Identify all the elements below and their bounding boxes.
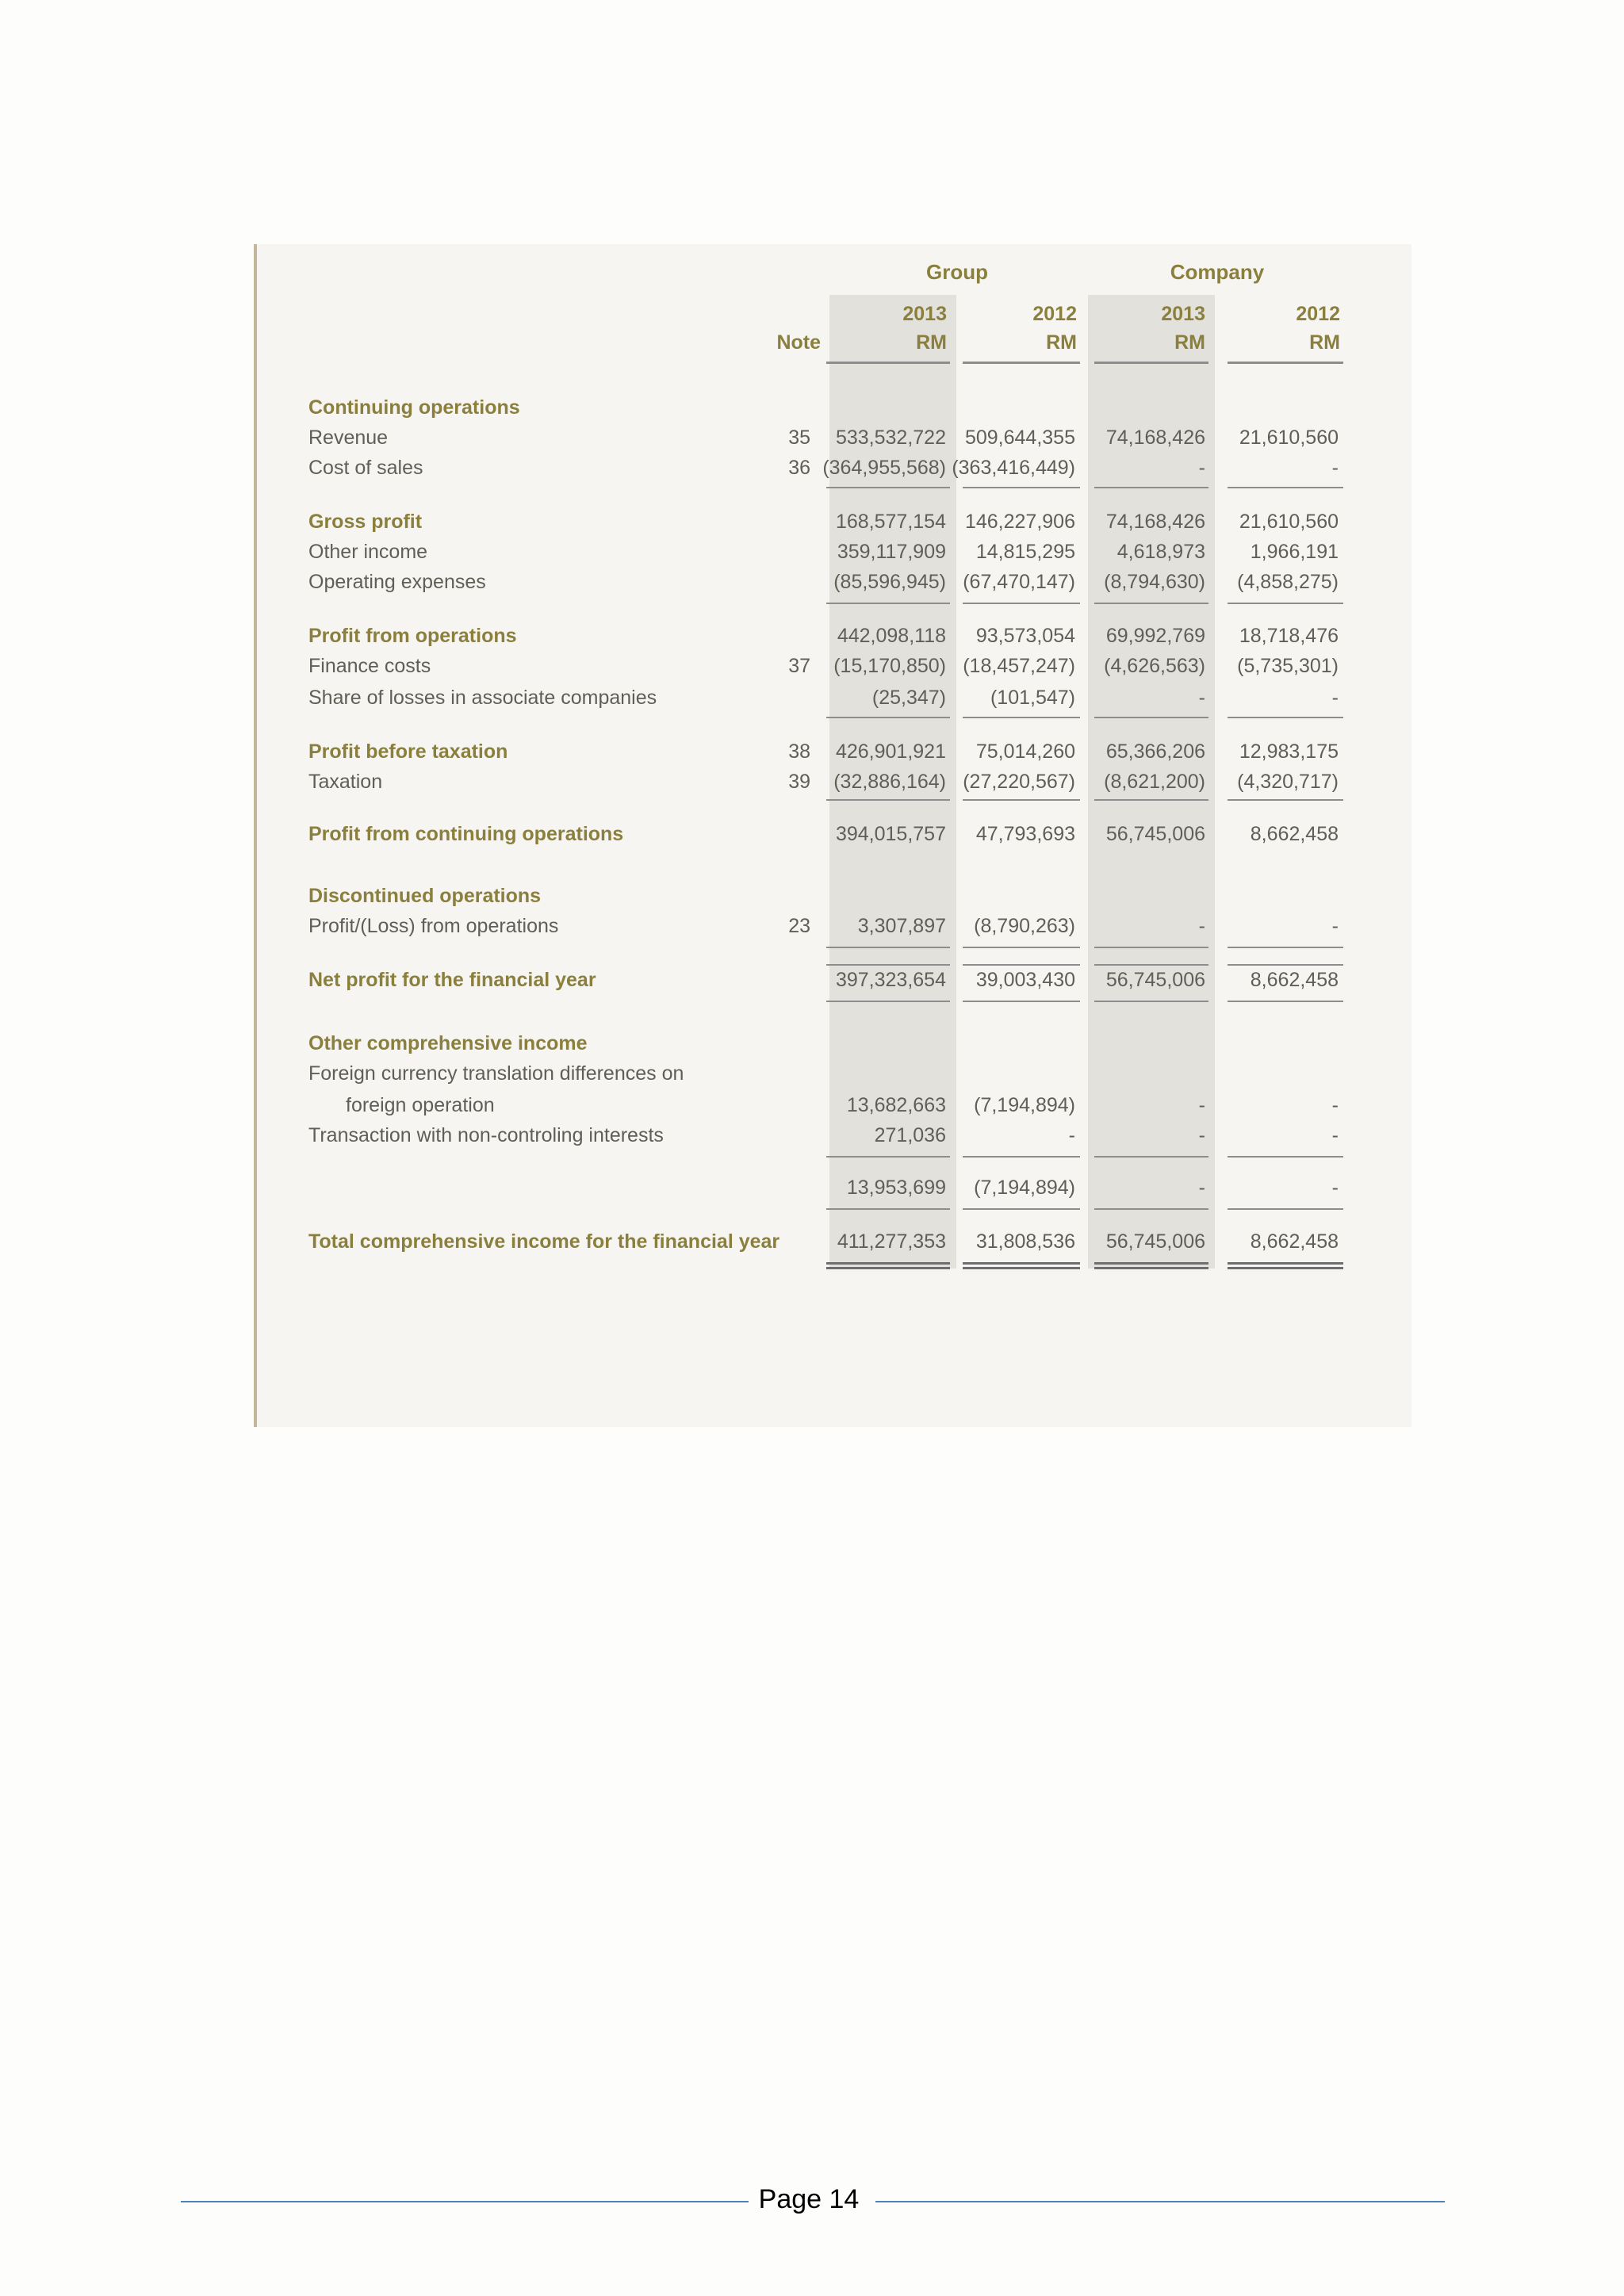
column-header-rule [1094,362,1208,364]
row-value: 8,662,458 [1250,969,1339,991]
column-total-rule [963,947,1080,948]
column-header-rule [1228,362,1343,364]
column-total-rule [1228,603,1343,604]
column-unit: RM [1046,331,1077,354]
column-total-rule [826,1262,950,1265]
row-label: Share of losses in associate companies [308,687,657,709]
row-value: (4,858,275) [1237,571,1339,593]
column-total-rule [826,1208,950,1210]
column-total-rule [826,717,950,718]
row-value: 12,983,175 [1239,740,1339,763]
column-year: 2013 [1161,303,1205,325]
column-total-rule [826,947,950,948]
column-total-rule [1094,717,1208,718]
row-value: 47,793,693 [975,823,1075,845]
row-value: - [1331,687,1339,709]
row-label: Continuing operations [308,396,520,419]
column-total-rule [826,1267,950,1269]
row-value: 56,745,006 [1105,823,1205,845]
row-value: 14,815,295 [975,541,1075,563]
row-label: Transaction with non-controling interests [308,1124,664,1146]
row-label: Total comprehensive income for the financial year [308,1230,780,1253]
column-total-rule [1094,487,1208,488]
row-label: Discontinued operations [308,885,542,907]
column-total-rule [963,1267,1080,1269]
row-note: 38 [788,740,810,763]
row-value: - [1331,1177,1339,1199]
column-total-rule [1228,487,1343,488]
column-header-rule [826,362,950,364]
column-unit: RM [1174,331,1205,354]
row-value: 69,992,769 [1105,625,1205,647]
column-total-rule [826,799,950,801]
row-value: 21,610,560 [1239,427,1339,449]
row-value: - [1331,1094,1339,1116]
row-value: 8,662,458 [1250,1230,1339,1253]
row-value: (15,170,850) [833,655,946,677]
column-total-rule [963,1208,1080,1210]
row-value: (32,886,164) [833,771,946,793]
column-total-rule [826,1001,950,1002]
row-value: 56,745,006 [1105,969,1205,991]
row-value: 509,644,355 [964,427,1075,449]
row-value: 65,366,206 [1105,740,1205,763]
column-total-rule [1094,1001,1208,1002]
row-note: 36 [788,457,810,479]
column-total-rule [1094,1267,1208,1269]
row-label: Gross profit [308,511,423,533]
row-value: (7,194,894) [974,1177,1075,1199]
column-year: 2013 [902,303,947,325]
column-total-rule [1228,947,1343,948]
row-value: - [1331,1124,1339,1146]
column-total-rule [963,799,1080,801]
row-value: - [1331,457,1339,479]
column-total-rule [1094,603,1208,604]
row-label: foreign operation [346,1094,495,1116]
row-value: 533,532,722 [835,427,946,449]
column-total-rule [1228,1267,1343,1269]
row-value: 39,003,430 [975,969,1075,991]
row-value: (27,220,567) [963,771,1075,793]
panel-left-rule [254,244,257,1427]
row-label: Finance costs [308,655,431,677]
column-total-rule [963,603,1080,604]
row-value: (25,347) [871,687,946,709]
row-label: Other comprehensive income [308,1032,588,1054]
row-value: 146,227,906 [964,511,1075,533]
column-total-rule [1094,1156,1208,1158]
row-value: 411,277,353 [837,1230,946,1253]
column-total-rule [1094,1262,1208,1265]
row-label: Profit from continuing operations [308,823,624,845]
row-value: 13,953,699 [846,1177,946,1199]
column-total-rule [826,964,950,966]
row-value: (363,416,449) [952,457,1075,479]
row-label: Other income [308,541,428,563]
column-total-rule [963,717,1080,718]
column-total-rule [1228,1001,1343,1002]
column-total-rule [1228,799,1343,801]
column-total-rule [963,964,1080,966]
row-label: Profit/(Loss) from operations [308,915,559,937]
row-value: (8,621,200) [1104,771,1205,793]
row-value: (4,626,563) [1104,655,1205,677]
group-heading: Group [926,260,988,284]
row-label: Net profit for the financial year [308,969,596,991]
row-value: 359,117,909 [837,541,946,563]
row-value: (4,320,717) [1237,771,1339,793]
row-value: 3,307,897 [857,915,946,937]
row-label: Profit before taxation [308,740,508,763]
page-number: Page 14 [758,2184,860,2214]
row-value: (8,794,630) [1104,571,1205,593]
row-value: (18,457,247) [963,655,1075,677]
column-total-rule [963,1156,1080,1158]
row-value: 168,577,154 [835,511,946,533]
footer-rule-right [875,2201,1445,2202]
row-value: - [1198,687,1205,709]
row-label: Profit from operations [308,625,517,647]
column-total-rule [1094,799,1208,801]
row-value: 75,014,260 [975,740,1075,763]
row-note: 35 [788,427,810,449]
column-header-rule [963,362,1080,364]
row-label: Operating expenses [308,571,486,593]
row-value: - [1331,915,1339,937]
row-value: 21,610,560 [1239,511,1339,533]
row-label: Revenue [308,427,389,449]
row-value: 4,618,973 [1116,541,1205,563]
row-value: - [1198,457,1205,479]
row-value: - [1198,1094,1205,1116]
row-value: 397,323,654 [835,969,946,991]
row-value: (85,596,945) [833,571,946,593]
company-heading: Company [1170,260,1265,284]
row-label: Foreign currency translation differences on [308,1062,684,1085]
row-value: (364,955,568) [822,457,946,479]
row-value: 8,662,458 [1250,823,1339,845]
column-total-rule [963,1262,1080,1265]
row-value: 18,718,476 [1239,625,1339,647]
column-total-rule [1228,1262,1343,1265]
row-value: 1,966,191 [1250,541,1339,563]
column-total-rule [1228,1208,1343,1210]
column-total-rule [826,1156,950,1158]
column-total-rule [826,487,950,488]
row-note: 37 [788,655,810,677]
row-value: (8,790,263) [974,915,1075,937]
column-total-rule [1228,717,1343,718]
row-value: 31,808,536 [975,1230,1075,1253]
column-unit: RM [916,331,947,354]
column-total-rule [1228,964,1343,966]
column-total-rule [1228,1156,1343,1158]
row-note: 39 [788,771,810,793]
column-total-rule [1094,964,1208,966]
note-header: Note [776,331,821,354]
row-value: 394,015,757 [835,823,946,845]
column-unit: RM [1309,331,1340,354]
column-total-rule [826,603,950,604]
row-value: (5,735,301) [1237,655,1339,677]
column-total-rule [963,487,1080,488]
footer-rule-left [181,2201,749,2202]
row-value: 93,573,054 [975,625,1075,647]
row-value: 13,682,663 [846,1094,946,1116]
row-value: (7,194,894) [974,1094,1075,1116]
row-value: 426,901,921 [835,740,946,763]
row-label: Taxation [308,771,383,793]
row-note: 23 [788,915,810,937]
row-value: - [1198,915,1205,937]
column-total-rule [963,1001,1080,1002]
row-label: Cost of sales [308,457,423,479]
row-value: 74,168,426 [1105,427,1205,449]
column-year: 2012 [1032,303,1077,325]
row-value: - [1198,1177,1205,1199]
row-value: 442,098,118 [837,625,946,647]
row-value: - [1198,1124,1205,1146]
row-value: 74,168,426 [1105,511,1205,533]
column-total-rule [1094,1208,1208,1210]
column-year: 2012 [1296,303,1340,325]
row-value: 271,036 [874,1124,946,1146]
row-value: 56,745,006 [1105,1230,1205,1253]
row-value: (101,547) [990,687,1075,709]
row-value: - [1068,1124,1075,1146]
column-total-rule [1094,947,1208,948]
row-value: (67,470,147) [963,571,1075,593]
